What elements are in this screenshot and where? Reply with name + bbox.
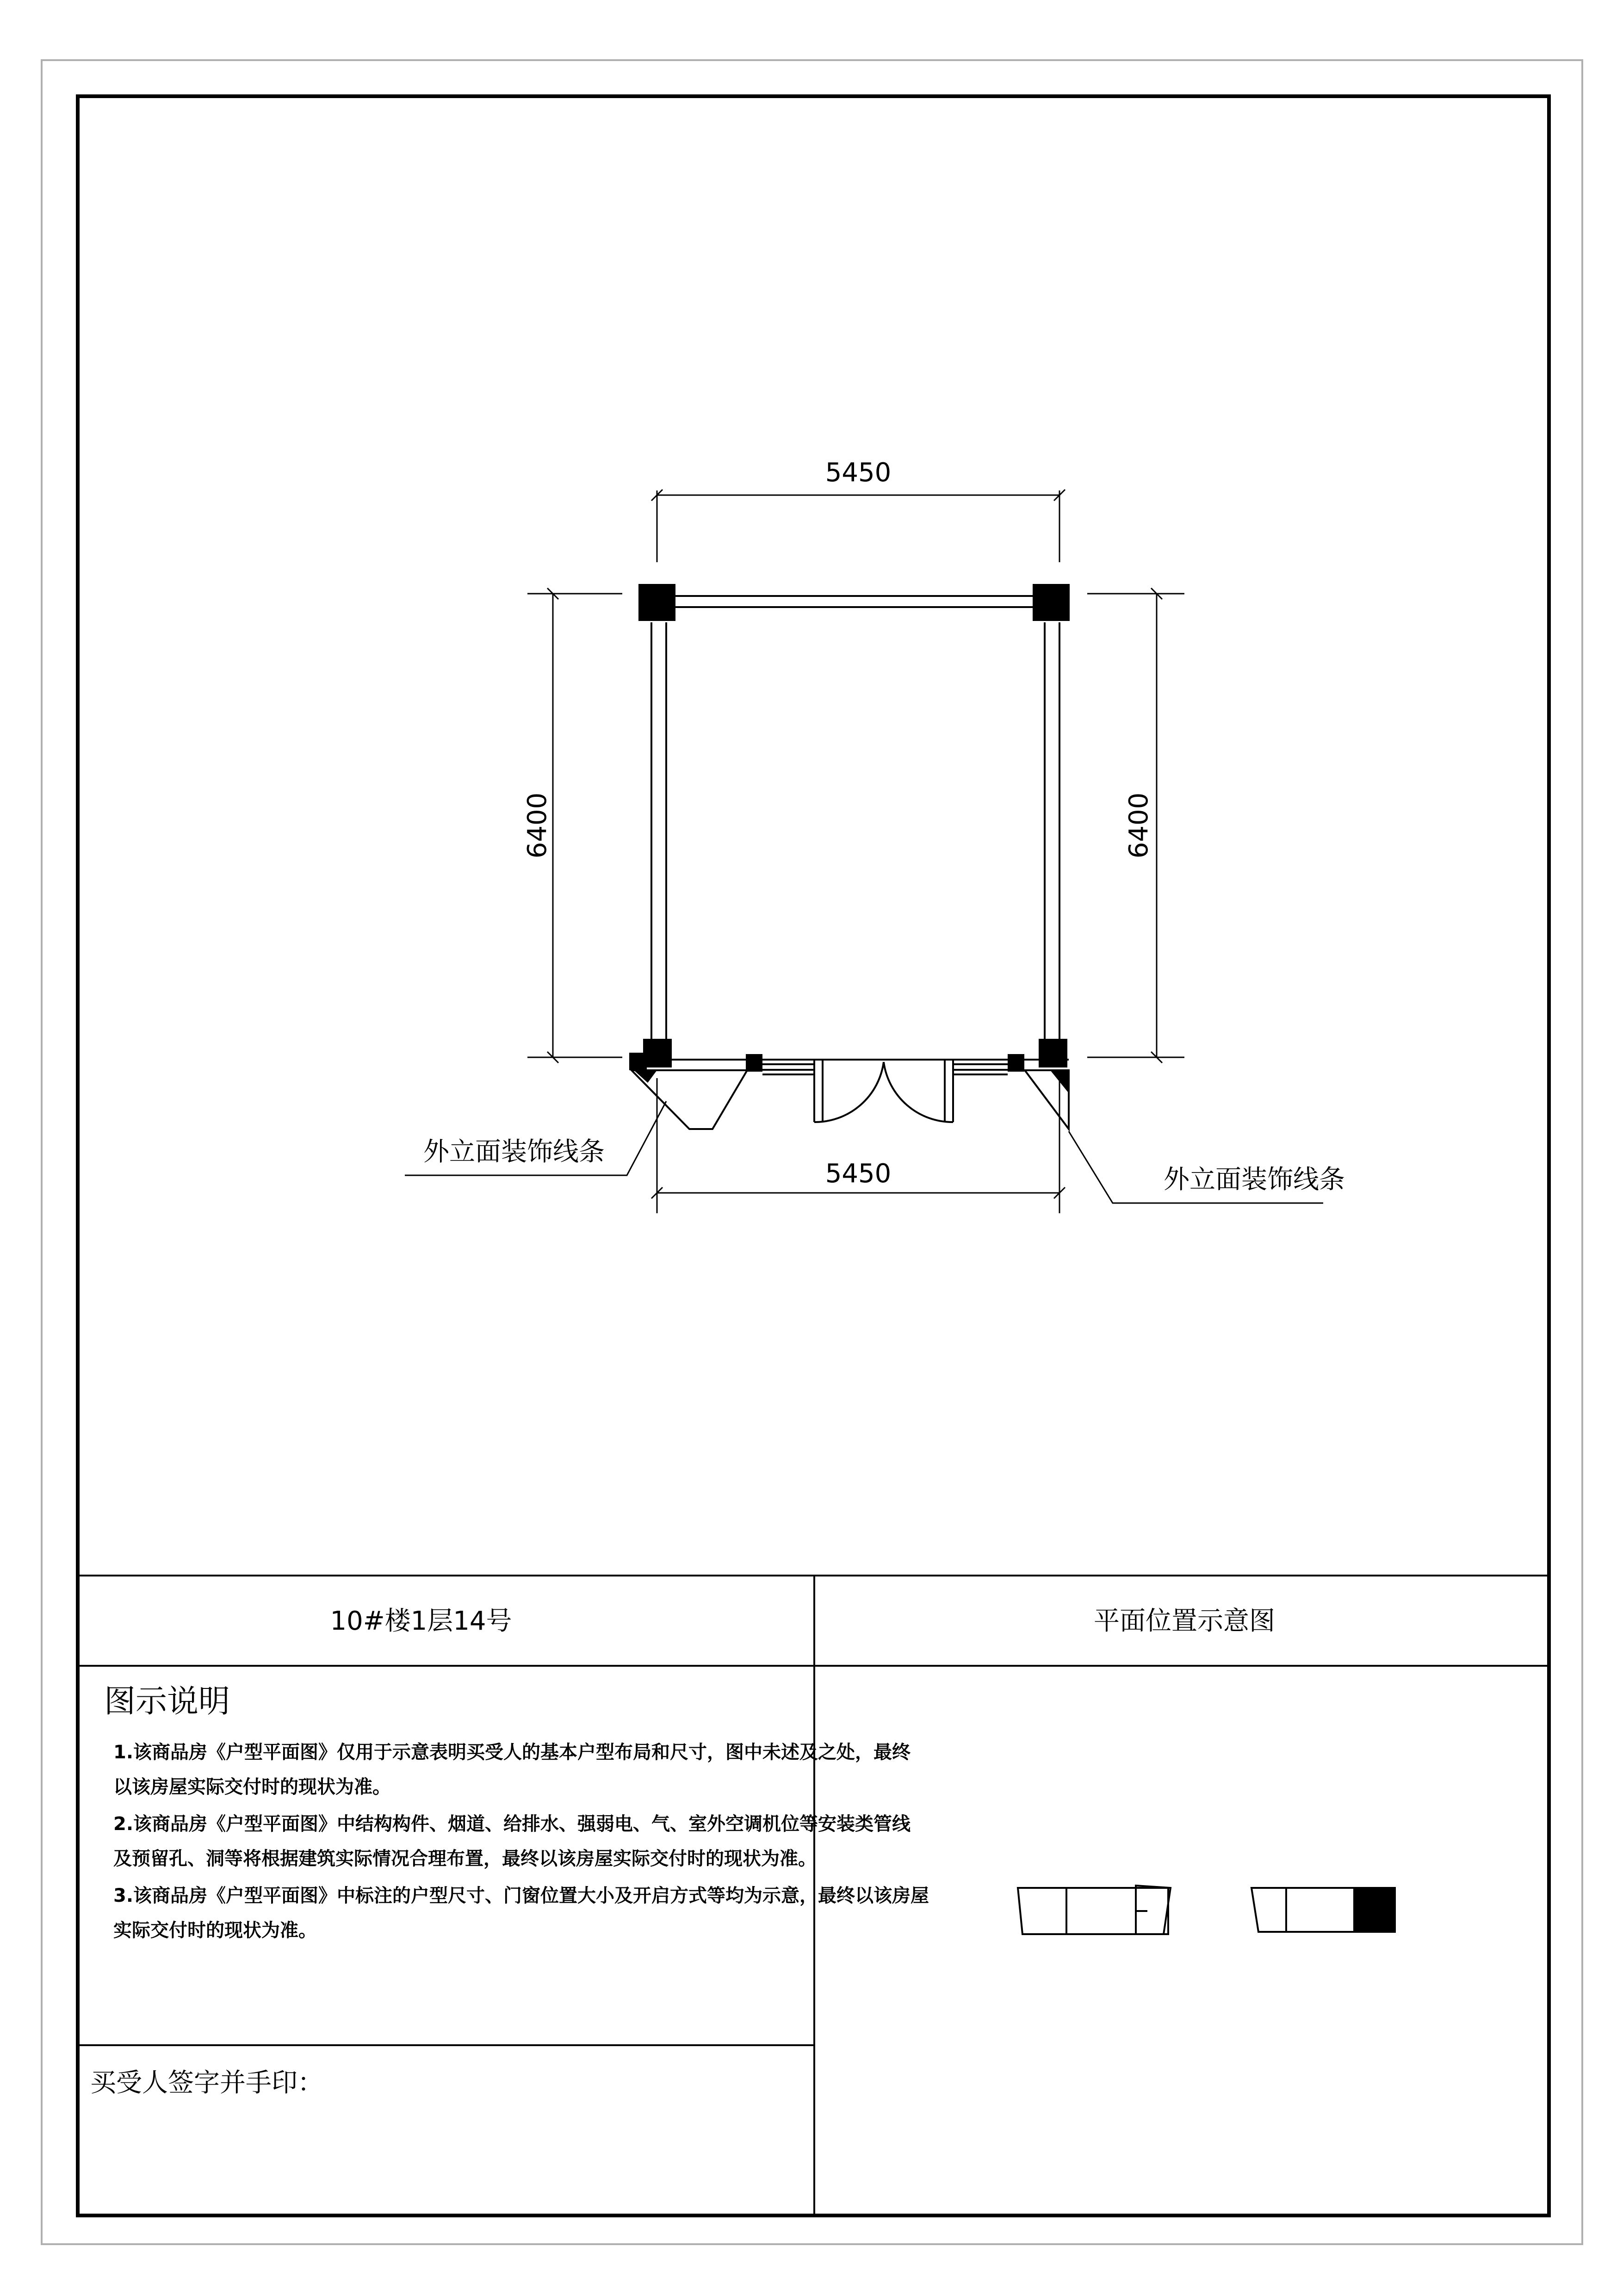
column-bottom-left-small — [629, 1053, 647, 1070]
column-bottom-right — [1039, 1039, 1067, 1067]
legend-line: 2.该商品房《户型平面图》中结构构件、烟道、给排水、强弱电、气、室外空调机位等安装类管线 — [113, 1813, 911, 1835]
key-highlight-unit — [1353, 1888, 1395, 1932]
facade-trim-left — [632, 1070, 747, 1129]
dimension-top — [651, 490, 1065, 562]
legend-line: 及预留孔、洞等将根据建筑实际情况合理布置，最终以该房屋实际交付时的现状为准。 — [113, 1848, 817, 1869]
legend-line: 1.该商品房《户型平面图》仅用于示意表明买受人的基本户型布局和尺寸，图中未述及之处，最终 — [113, 1742, 911, 1763]
dimension-bottom-label: 5450 — [825, 1159, 892, 1189]
outer-frame — [42, 60, 1582, 2244]
column-bottom-left — [643, 1039, 672, 1067]
legend-line: 实际交付时的现状为准。 — [113, 1920, 317, 1941]
structural-columns — [629, 584, 1070, 1072]
facade-trim-right — [1025, 1070, 1069, 1129]
walls — [651, 596, 1059, 1039]
column-bottom-mid-left — [746, 1054, 762, 1072]
entrance-double-door — [814, 1060, 953, 1122]
location-title: 平面位置示意图 — [1094, 1606, 1275, 1636]
column-top-right — [1033, 584, 1070, 621]
legend-notes — [113, 1742, 929, 1941]
legend-line: 以该房屋实际交付时的现状为准。 — [113, 1776, 391, 1798]
column-bottom-mid-right — [1008, 1054, 1024, 1072]
dimension-top-label: 5450 — [825, 458, 892, 488]
legend-line: 3.该商品房《户型平面图》中标注的户型尺寸、门窗位置大小及开启方式等均为示意，最终以该房屋 — [113, 1885, 929, 1906]
column-top-left — [638, 584, 675, 621]
callout-left-label: 外立面装饰线条 — [423, 1137, 605, 1167]
location-key-plan — [1018, 1886, 1395, 1934]
dimension-right-label: 6400 — [1124, 792, 1154, 859]
callout-right-label: 外立面装饰线条 — [1164, 1165, 1345, 1195]
floor-plan — [405, 458, 1345, 1213]
signature-label: 买受人签字并手印： — [90, 2068, 323, 2098]
front-wall — [648, 1060, 1069, 1074]
dimension-left-label: 6400 — [522, 792, 552, 859]
unit-name: 10#楼1层14号 — [330, 1606, 512, 1636]
dimension-bottom — [651, 1078, 1065, 1213]
legend-heading: 图示说明 — [104, 1683, 230, 1720]
